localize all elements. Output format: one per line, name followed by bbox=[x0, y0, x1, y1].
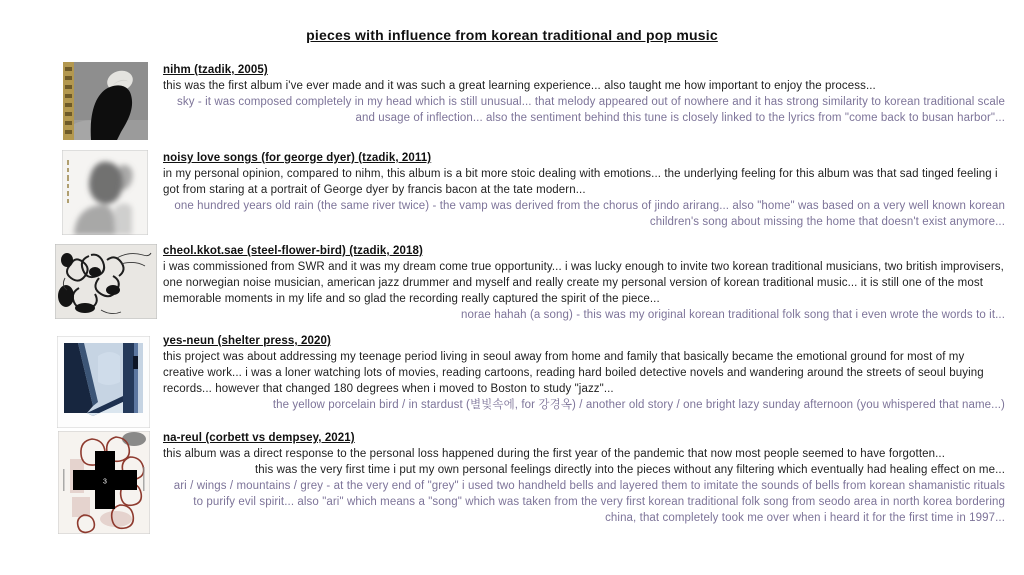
album-cover-nihm[interactable] bbox=[63, 62, 148, 140]
album-title-link[interactable]: yes-neun (shelter press, 2020) bbox=[163, 335, 331, 347]
album-cover-yes-neun-art bbox=[57, 336, 150, 428]
album-note: this was the very first time i put my own personal feelings directly into the pieces without any filtering which eventually had healing effect on me... bbox=[255, 464, 1005, 476]
album-cover-yes-neun[interactable] bbox=[57, 336, 150, 428]
gray-smudge bbox=[122, 432, 146, 446]
album-cover-na-reul[interactable] bbox=[58, 431, 150, 534]
album-track-highlight: the yellow porcelain bird / in stardust (별빛속에, for 강경옥) / another old story / one bright lazy sunday afternoon (you whispered that name...) bbox=[272, 399, 1005, 411]
album-description: this was the first album i've ever made and it was such a great learning experience... also taught me how important to enjoy the process... bbox=[163, 80, 876, 92]
album-cover-cheol-kkot-sae-art bbox=[55, 244, 157, 319]
album-description: this project was about addressing my teenage period living in seoul away from home and family that basically became the emotional ground for most of my creative work... i was a loner watching lots of movies, reading cartoons, reading hard boiled detective novels and wandering around the streets of seoul buying records... however that changed 180 degrees when i moved to Boston to study "jazz"... bbox=[163, 351, 984, 395]
album-description: i was commissioned from SWR and it was my dream come true opportunity... i was lucky enough to invite two korean traditional musicians, two british improvisers, one norwegian noise musician, american jazz drummer and myself and really create my personal version of korean traditional music... it is still one of the most memorable moments in my life and so glad the recording really captured the spirit of the piece... bbox=[163, 261, 1004, 305]
entry-text-nihm bbox=[163, 62, 1005, 126]
album-cover-nihm-art bbox=[63, 62, 148, 140]
album-title-link[interactable]: na-reul (corbett vs dempsey, 2021) bbox=[163, 432, 355, 444]
window-latch bbox=[133, 356, 138, 369]
album-track-highlight: sky - it was composed completely in my head which is still unusual... that melody appeared out of nowhere and it has strong similarity to korean traditional scale and usage of inflection... also the sentiment behind this tune is closely linked to the lyrics from "come back to busan harbor"... bbox=[177, 96, 1005, 124]
album-description: this album was a direct response to the personal loss happened during the first year of the pandemic that now most people seemed to have forgotten... bbox=[163, 448, 946, 460]
cover-number: 3 bbox=[103, 478, 107, 486]
album-title-link[interactable]: cheol.kkot.sae (steel-flower-bird) (tzadik, 2018) bbox=[163, 245, 423, 257]
entry-text-yes-neun bbox=[163, 333, 1005, 413]
album-track-highlight: one hundred years old rain (the same river twice) - the vamp was derived from the chorus of jindo arirang... also "home" was based on a very well known korean children's song about missing the home that doesn't exist anymore... bbox=[174, 200, 1005, 228]
entry-text-na-reul bbox=[163, 430, 1005, 526]
blurred-head bbox=[89, 162, 123, 204]
album-title-link[interactable]: nihm (tzadik, 2005) bbox=[163, 64, 268, 76]
window-frame-right bbox=[123, 343, 134, 413]
film-strip bbox=[63, 62, 74, 140]
album-cover-cheol-kkot-sae[interactable] bbox=[55, 244, 157, 319]
page-title: pieces with influence from korean traditional and pop music bbox=[306, 27, 718, 43]
album-cover-noisy-love-songs-art bbox=[62, 150, 148, 235]
album-title-link[interactable]: noisy love songs (for george dyer) (tzadik, 2011) bbox=[163, 152, 432, 164]
entry-text-cheol-kkot-sae bbox=[163, 243, 1005, 323]
album-description: in my personal opinion, compared to nihm, this album is a bit more stoic dealing with emotions... the underlying feeling for this album was that sad tinged feeling i got from staring at a portrait of George dyer by francis bacon at the tate modern... bbox=[163, 168, 998, 196]
album-cover-na-reul-art bbox=[58, 431, 150, 534]
album-cover-noisy-love-songs[interactable] bbox=[62, 150, 148, 235]
album-track-highlight: norae hahah (a song) - this was my original korean traditional folk song that i even wrote the words to it... bbox=[460, 309, 1005, 321]
album-track-highlight: ari / wings / mountains / grey - at the very end of "grey" i used two handheld bells and layered them to imitate the sounds of bells from korean shamanistic rituals to purify evil spirit... also "ari" which means a "song" which was taken from the very first korean traditional folk song from seodo area in north korea bordering china, that completely took me over when i heard it for the first time in 1997... bbox=[173, 480, 1005, 524]
entry-text-noisy-love-songs bbox=[163, 150, 1005, 230]
